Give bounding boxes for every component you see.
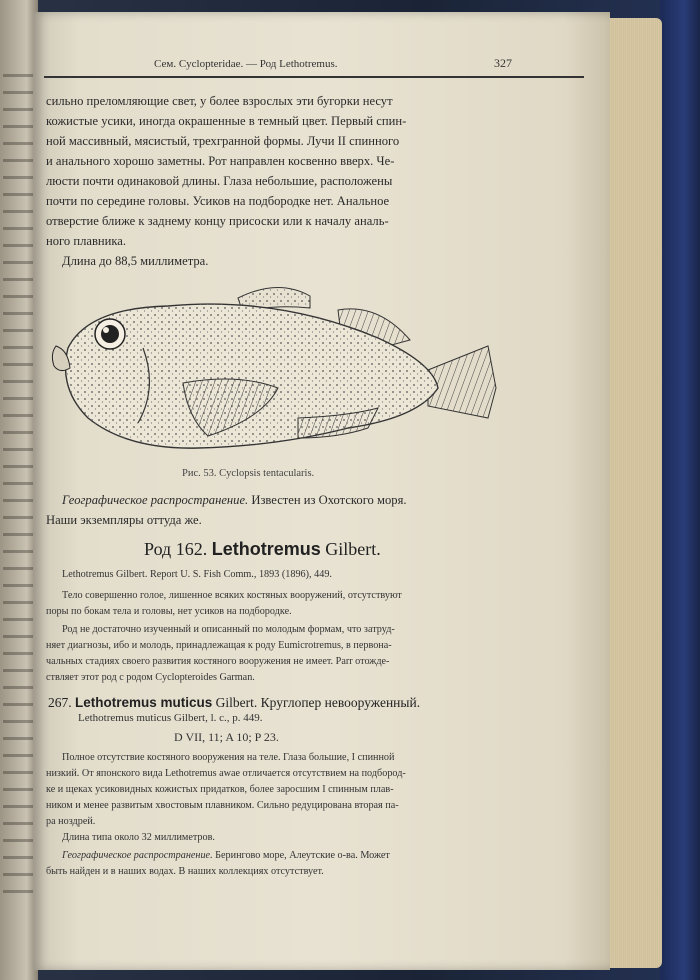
genus-name: Lethotremus — [211, 539, 321, 559]
running-title: Сем. Cyclopteridae. — Род Lethotremus. — [154, 58, 338, 70]
distribution-text: Известен из Охотского моря. — [251, 493, 407, 507]
fin-formula: D VII, 11; A 10; P 23. — [174, 730, 279, 744]
species-number: 267. — [48, 695, 72, 710]
book-page — [34, 12, 610, 970]
fish-illustration — [48, 278, 498, 463]
genus-heading — [144, 539, 381, 560]
page-number: 327 — [494, 56, 512, 70]
body-line: сильно преломляющие свет, у более взрослых эти бугорки несут — [46, 94, 393, 108]
species-desc-line: низкий. От японского вида Lethotremus awae отличается отсутствием на подбород- — [46, 768, 406, 779]
genus-desc-line: няет диагнозы, ибо и молодь, принадлежащая к роду Eumicrotremus, в первона- — [46, 640, 392, 651]
species-desc-line: ра ноздрей. — [46, 816, 96, 827]
body-line: кожистые усики, иногда окрашенные в темный цвет. Первый спин- — [46, 114, 407, 128]
species-desc-line: ником и менее развитым хвостовым плавником. Сильно редуцирована вторая па- — [46, 800, 399, 811]
distribution2-paragraph — [62, 850, 390, 861]
body-line: люсти почти одинаковой длины. Глаза небольшие, расположены — [46, 174, 393, 188]
genus-desc-line: чальных стадиях своего развития костяного вооружения не имеет. Parr отожде- — [46, 656, 390, 667]
genus-desc-line: Род не достаточно изученный и описанный по молодым формам, что затруд- — [62, 624, 395, 635]
genus-author: Gilbert. — [325, 539, 381, 559]
species-name: Lethotremus muticus — [75, 695, 213, 710]
distribution2-line2: быть найден и в наших водах. В наших коллекциях отсутствует. — [46, 866, 324, 877]
distribution2-label: Географическое распространение. — [62, 850, 213, 861]
left-page-edge — [0, 0, 38, 980]
species-desc-line: ке и щеках усиковидных кожистых придатков, более заросшим I спинным плав- — [46, 784, 394, 795]
genus-desc-line: Тело совершенно голое, лишенное всяких костяных вооружений, отсутствуют — [62, 590, 402, 601]
header-rule — [44, 76, 584, 78]
distribution2-text: Берингово море, Алеутские о-ва. Может — [215, 850, 390, 861]
distribution-label: Географическое распространение. — [62, 493, 249, 507]
species-desc-line: Полное отсутствие костяного вооружения на теле. Глаза большие, I спинной — [62, 752, 395, 763]
body-line: и анального хорошо заметны. Рот направлен косвенно вверх. Че- — [46, 154, 395, 168]
genus-reference: Lethotremus Gilbert. Report U. S. Fish Comm., 1893 (1896), 449. — [62, 569, 332, 580]
species-heading — [48, 695, 420, 711]
genus-prefix: Род 162. — [144, 539, 208, 559]
distribution-paragraph — [62, 493, 407, 508]
body-line: отверстие ближе к заднему концу присоски или к началу аналь- — [46, 214, 389, 228]
length-line: Длина до 88,5 миллиметра. — [62, 254, 209, 268]
figure-caption: Рис. 53. Cyclopsis tentacularis. — [182, 468, 315, 479]
species-author: Gilbert. — [215, 695, 258, 710]
species-reference: Lethotremus muticus Gilbert, l. c., p. 449. — [78, 712, 263, 724]
body-line: ного плавника. — [46, 234, 127, 248]
body-line: почти по середине головы. Усиков на подбородке нет. Анальное — [46, 194, 390, 208]
distribution-line2: Наши экземпляры оттуда же. — [46, 513, 202, 527]
species-length-line: Длина типа около 32 миллиметров. — [62, 832, 215, 843]
genus-desc-line: поры по бокам тела и головы, нет усиков на подбородке. — [46, 606, 292, 617]
species-common-name: Круглопер невооруженный. — [260, 695, 421, 710]
book-cover-edge — [660, 0, 700, 980]
running-header — [154, 56, 594, 76]
genus-desc-line: ствляет этот род с родом Cyclopteroides Garman. — [46, 672, 255, 683]
body-line: ной массивный, мясистый, трехгранной формы. Лучи II спинного — [46, 134, 400, 148]
